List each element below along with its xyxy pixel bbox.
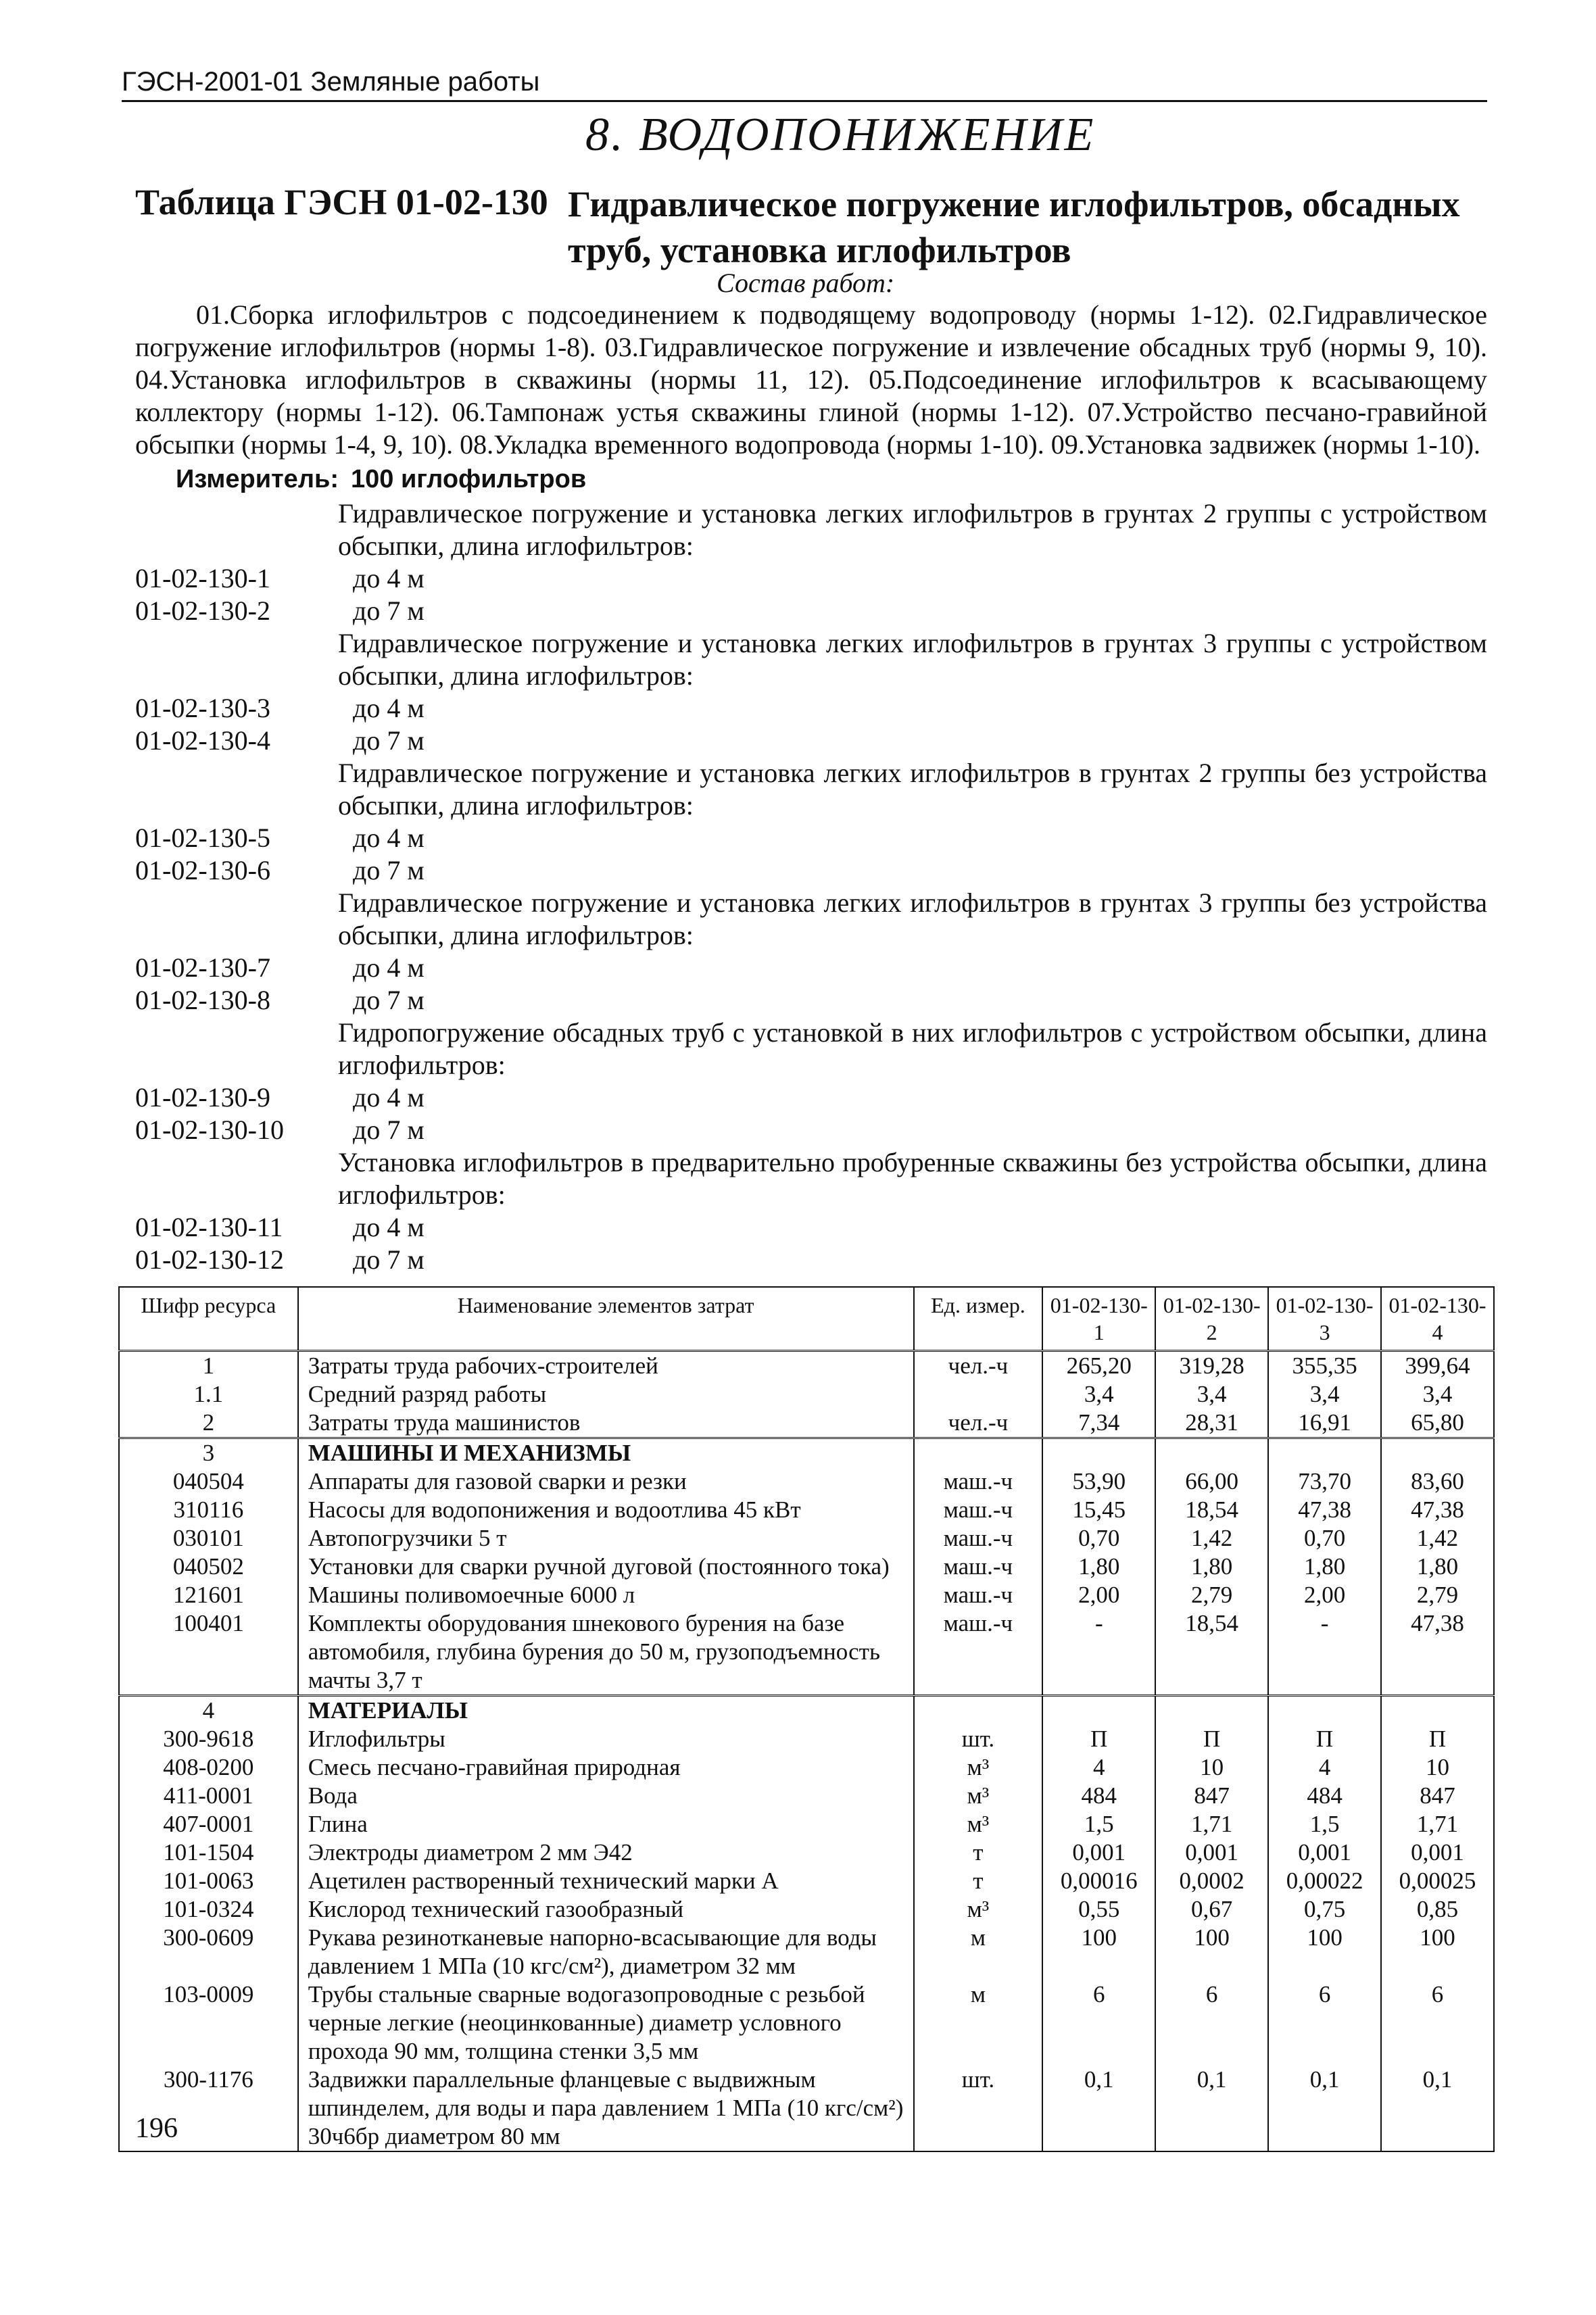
norm-code: 01-02-130-7 — [135, 952, 270, 983]
table-row — [119, 1838, 1494, 1867]
resource-unit: маш.-ч — [914, 1609, 1043, 1696]
table-row — [119, 2066, 1494, 2151]
resource-unit — [914, 1380, 1043, 1409]
resource-value: 7,34 — [1042, 1409, 1155, 1438]
resource-value: 3,4 — [1268, 1380, 1381, 1409]
header-code: Шифр ресурса — [119, 1287, 298, 1351]
work-composition-text: 01.Сборка иглофильтров с подсоединением к подводящему водопроводу (нормы 1-12). 02.Гидравлическое погружение иглофильтров (нормы 1-8). 03.Гидравлическое погружение и извлечение обсадных труб (нормы 9, 10). 04.Установка иглофильтров в скважины (нормы 11, 12). 05.Подсоединение иглофильтров к всасывающему коллектору (нормы 1-12). 06.Тампонаж устья скважины глиной (нормы 1-12). 07.Устройство песчано-гравийной обсыпки (нормы 1-4, 9, 10). 08.Укладка временного водопровода (нормы 1-10). 09.Установка задвижек (нормы 1-10). — [135, 299, 1487, 460]
table-label: Таблица ГЭСН 01-02-130 — [135, 182, 548, 222]
resource-value: 0,1 — [1042, 2066, 1155, 2151]
norm-value: до 4 м — [353, 823, 425, 853]
resource-value: 47,38 — [1268, 1496, 1381, 1524]
resource-value: 100 — [1155, 1924, 1268, 1980]
resource-value: 10 — [1155, 1753, 1268, 1782]
resource-name: Автопогрузчики 5 т — [298, 1524, 914, 1553]
resource-name: Вода — [298, 1782, 914, 1810]
resource-value: - — [1268, 1609, 1381, 1696]
resource-value: 355,35 — [1268, 1351, 1381, 1381]
resource-value: 6 — [1268, 1980, 1381, 2066]
table-row — [119, 1725, 1494, 1753]
norm-code: 01-02-130-9 — [135, 1082, 270, 1113]
resource-value: 0,67 — [1155, 1895, 1268, 1924]
norm-list — [135, 497, 1487, 1276]
resource-value — [1042, 1438, 1155, 1468]
resource-name: Трубы стальные сварные водогазопроводные с резьбой черные легкие (неоцинкованные) диаметр условного прохода 90 мм, толщина стенки 3,5 мм — [298, 1980, 914, 2066]
norm-code: 01-02-130-8 — [135, 985, 270, 1015]
table-row — [119, 1753, 1494, 1782]
norm-row — [135, 1114, 1487, 1146]
resource-value — [1268, 1438, 1381, 1468]
measure — [176, 465, 586, 494]
resource-value: 28,31 — [1155, 1409, 1268, 1438]
resource-name: Глина — [298, 1810, 914, 1838]
norm-row — [135, 595, 1487, 627]
table-header-row — [119, 1287, 1494, 1351]
resource-value: 4 — [1042, 1753, 1155, 1782]
resource-unit: чел.-ч — [914, 1409, 1043, 1438]
resource-value: 2,79 — [1155, 1581, 1268, 1609]
resource-value: 319,28 — [1155, 1351, 1268, 1381]
resource-unit: м³ — [914, 1895, 1043, 1924]
header-name: Наименование элементов затрат — [298, 1287, 914, 1351]
resource-code: 300-0609 — [119, 1924, 298, 1980]
table-row — [119, 1467, 1494, 1496]
norm-group-description: Гидравлическое погружение и установка легких иглофильтров в грунтах 3 группы без устройства обсыпки, длина иглофильтров: — [338, 887, 1487, 950]
resource-value: 0,85 — [1381, 1895, 1494, 1924]
resource-name: Затраты труда машинистов — [298, 1409, 914, 1438]
resource-code: 310116 — [119, 1496, 298, 1524]
resource-value: 83,60 — [1381, 1467, 1494, 1496]
resource-unit: маш.-ч — [914, 1553, 1043, 1581]
resource-value: 6 — [1042, 1980, 1155, 2066]
resource-value: 100 — [1042, 1924, 1155, 1980]
resource-value: 100 — [1381, 1924, 1494, 1980]
resource-name: Задвижки параллельные фланцевые с выдвижным шпинделем, для воды и пара давлением 1 МПа (10 кгс/см²) 30ч6бр диаметром 80 мм — [298, 2066, 914, 2151]
resource-unit: м — [914, 1980, 1043, 2066]
header-norm-3: 01-02-130-3 — [1268, 1287, 1381, 1351]
norm-row — [135, 822, 1487, 854]
resource-value: 66,00 — [1155, 1467, 1268, 1496]
resource-value: 484 — [1042, 1782, 1155, 1810]
resource-code: 2 — [119, 1409, 298, 1438]
norm-value: до 7 м — [353, 1244, 425, 1275]
resource-value: 265,20 — [1042, 1351, 1155, 1381]
norm-value: до 4 м — [353, 693, 425, 723]
resource-value: 0,0002 — [1155, 1867, 1268, 1895]
resource-name: Средний разряд работы — [298, 1380, 914, 1409]
norm-value: до 7 м — [353, 985, 425, 1015]
resource-value: 0,001 — [1381, 1838, 1494, 1867]
resource-unit: маш.-ч — [914, 1467, 1043, 1496]
table-row — [119, 1380, 1494, 1409]
norm-code: 01-02-130-2 — [135, 595, 270, 626]
norm-code: 01-02-130-12 — [135, 1244, 284, 1275]
resource-unit: м — [914, 1924, 1043, 1980]
resource-value: 1,71 — [1381, 1810, 1494, 1838]
norm-group-description: Гидравлическое погружение и установка легких иглофильтров в грунтах 2 группы без устройства обсыпки, длина иглофильтров: — [338, 758, 1487, 821]
header-norm-2: 01-02-130-2 — [1155, 1287, 1268, 1351]
resource-name: Комплекты оборудования шнекового бурения на базе автомобиля, глубина бурения до 50 м, грузоподъемность мачты 3,7 т — [298, 1609, 914, 1696]
resource-code: 411-0001 — [119, 1782, 298, 1810]
resource-value: 0,001 — [1042, 1838, 1155, 1867]
resource-code: 101-0063 — [119, 1867, 298, 1895]
resource-code: 300-9618 — [119, 1725, 298, 1753]
header-norm-4: 01-02-130-4 — [1381, 1287, 1494, 1351]
resource-name: МАТЕРИАЛЫ — [298, 1696, 914, 1726]
resource-value: 1,42 — [1381, 1524, 1494, 1553]
norm-row — [135, 562, 1487, 595]
resource-code: 103-0009 — [119, 1980, 298, 2066]
resource-value: 18,54 — [1155, 1609, 1268, 1696]
resource-value: 0,75 — [1268, 1895, 1381, 1924]
resource-code: 030101 — [119, 1524, 298, 1553]
resource-value: 47,38 — [1381, 1496, 1494, 1524]
resource-value: 1,5 — [1042, 1810, 1155, 1838]
norm-row — [135, 1244, 1487, 1276]
resource-code: 100401 — [119, 1609, 298, 1696]
norm-row — [135, 854, 1487, 887]
resource-value — [1155, 1696, 1268, 1726]
norm-value: до 4 м — [353, 1212, 425, 1242]
table-row — [119, 1895, 1494, 1924]
table-row — [119, 1609, 1494, 1696]
resource-value: 4 — [1268, 1753, 1381, 1782]
resource-value: 65,80 — [1381, 1409, 1494, 1438]
norm-row — [135, 1211, 1487, 1244]
table-row — [119, 1496, 1494, 1524]
resource-value: 2,79 — [1381, 1581, 1494, 1609]
resource-name: МАШИНЫ И МЕХАНИЗМЫ — [298, 1438, 914, 1468]
resource-value: 100 — [1268, 1924, 1381, 1980]
norm-value: до 7 м — [353, 595, 425, 626]
norm-value: до 7 м — [353, 855, 425, 885]
resource-value — [1268, 1696, 1381, 1726]
resource-value: 0,1 — [1155, 2066, 1268, 2151]
resource-value: 18,54 — [1155, 1496, 1268, 1524]
norm-value: до 4 м — [353, 952, 425, 983]
resource-value — [1155, 1438, 1268, 1468]
norm-group-description: Гидравлическое погружение и установка легких иглофильтров в грунтах 2 группы с устройством обсыпки, длина иглофильтров: — [338, 498, 1487, 561]
resource-value: 3,4 — [1155, 1380, 1268, 1409]
norm-value: до 7 м — [353, 725, 425, 756]
table-row — [119, 1553, 1494, 1581]
resource-value: 1,5 — [1268, 1810, 1381, 1838]
resource-unit: маш.-ч — [914, 1524, 1043, 1553]
norm-code: 01-02-130-5 — [135, 823, 270, 853]
resource-value: 0,00025 — [1381, 1867, 1494, 1895]
norm-row — [135, 725, 1487, 757]
resource-value: 1,71 — [1155, 1810, 1268, 1838]
resource-value: 16,91 — [1268, 1409, 1381, 1438]
resource-unit: маш.-ч — [914, 1581, 1043, 1609]
resource-value: 47,38 — [1381, 1609, 1494, 1696]
resource-value: 1,42 — [1155, 1524, 1268, 1553]
resource-value: 3,4 — [1381, 1380, 1494, 1409]
norm-row — [135, 984, 1487, 1017]
resource-code: 040502 — [119, 1553, 298, 1581]
resource-unit: т — [914, 1867, 1043, 1895]
resource-value: 0,1 — [1381, 2066, 1494, 2151]
resource-value: 6 — [1381, 1980, 1494, 2066]
norm-group-description: Гидропогружение обсадных труб с установкой в них иглофильтров с устройством обсыпки, длина иглофильтров: — [338, 1017, 1487, 1080]
resource-unit: м³ — [914, 1782, 1043, 1810]
table-row — [119, 1924, 1494, 1980]
resource-table — [118, 1286, 1495, 2152]
resource-name: Ацетилен растворенный технический марки А — [298, 1867, 914, 1895]
resource-name: Насосы для водопонижения и водоотлива 45 кВт — [298, 1496, 914, 1524]
table-row — [119, 1980, 1494, 2066]
resource-value: 0,001 — [1155, 1838, 1268, 1867]
norm-group — [135, 497, 1487, 627]
resource-value: 3,4 — [1042, 1380, 1155, 1409]
norm-value: до 4 м — [353, 563, 425, 593]
resource-value: 0,00022 — [1268, 1867, 1381, 1895]
resource-value: 847 — [1381, 1782, 1494, 1810]
norm-group — [135, 887, 1487, 1017]
resource-value: - — [1042, 1609, 1155, 1696]
resource-unit: шт. — [914, 1725, 1043, 1753]
resource-name: Машины поливомоечные 6000 л — [298, 1581, 914, 1609]
norm-group-description: Установка иглофильтров в предварительно пробуренные скважины без устройства обсыпки, длина иглофильтров: — [338, 1147, 1487, 1210]
table-row — [119, 1524, 1494, 1553]
resource-value: 15,45 — [1042, 1496, 1155, 1524]
resource-value: 6 — [1155, 1980, 1268, 2066]
resource-code: 300-1176 — [119, 2066, 298, 2151]
resource-value: 0,00016 — [1042, 1867, 1155, 1895]
resource-value: 1,80 — [1381, 1553, 1494, 1581]
header-unit: Ед. измер. — [914, 1287, 1043, 1351]
resource-value — [1042, 1696, 1155, 1726]
norm-group — [135, 1017, 1487, 1146]
resource-code: 121601 — [119, 1581, 298, 1609]
resource-unit — [914, 1696, 1043, 1726]
resource-name: Иглофильтры — [298, 1725, 914, 1753]
resource-table-body — [119, 1351, 1494, 2152]
resource-value: 73,70 — [1268, 1467, 1381, 1496]
resource-value: 1,80 — [1042, 1553, 1155, 1581]
resource-name: Кислород технический газообразный — [298, 1895, 914, 1924]
resource-value: П — [1268, 1725, 1381, 1753]
table-row — [119, 1438, 1494, 1468]
resource-value — [1381, 1438, 1494, 1468]
resource-value: П — [1381, 1725, 1494, 1753]
norm-group — [135, 757, 1487, 887]
norm-code: 01-02-130-11 — [135, 1212, 283, 1242]
table-row — [119, 1867, 1494, 1895]
resource-code: 407-0001 — [119, 1810, 298, 1838]
measure-label: Измеритель: — [176, 465, 339, 493]
resource-value: 847 — [1155, 1782, 1268, 1810]
norm-row — [135, 692, 1487, 725]
resource-value: 1,80 — [1155, 1553, 1268, 1581]
norm-code: 01-02-130-6 — [135, 855, 270, 885]
table-row — [119, 1351, 1494, 1381]
resource-code: 4 — [119, 1696, 298, 1726]
norm-code: 01-02-130-4 — [135, 725, 270, 756]
measure-value: 100 иглофильтров — [350, 465, 587, 493]
running-header: ГЭСН-2001-01 Земляные работы — [122, 65, 1487, 102]
table-row — [119, 1810, 1494, 1838]
resource-value — [1381, 1696, 1494, 1726]
section-title: 8. ВОДОПОНИЖЕНИЕ — [585, 109, 1096, 161]
resource-unit: чел.-ч — [914, 1351, 1043, 1381]
resource-code: 1.1 — [119, 1380, 298, 1409]
resource-code: 1 — [119, 1351, 298, 1381]
norm-group-description: Гидравлическое погружение и установка легких иглофильтров в грунтах 3 группы с устройством обсыпки, длина иглофильтров: — [338, 628, 1487, 691]
resource-value: П — [1042, 1725, 1155, 1753]
table-title: Гидравлическое погружение иглофильтров, обсадных труб, установка иглофильтров — [568, 184, 1460, 270]
resource-value: 399,64 — [1381, 1351, 1494, 1381]
resource-name: Затраты труда рабочих-строителей — [298, 1351, 914, 1381]
resource-unit: шт. — [914, 2066, 1043, 2151]
resource-value: 2,00 — [1042, 1581, 1155, 1609]
resource-value: 0,70 — [1268, 1524, 1381, 1553]
resource-name: Рукава резинотканевые напорно-всасывающие для воды давлением 1 МПа (10 кгс/см²), диаметром 32 мм — [298, 1924, 914, 1980]
norm-code: 01-02-130-1 — [135, 563, 270, 593]
resource-unit: м³ — [914, 1753, 1043, 1782]
resource-unit: маш.-ч — [914, 1496, 1043, 1524]
resource-unit: т — [914, 1838, 1043, 1867]
resource-name: Смесь песчано-гравийная природная — [298, 1753, 914, 1782]
norm-value: до 7 м — [353, 1115, 425, 1145]
resource-unit — [914, 1438, 1043, 1468]
resource-code: 408-0200 — [119, 1753, 298, 1782]
resource-code: 3 — [119, 1438, 298, 1468]
norm-code: 01-02-130-10 — [135, 1115, 284, 1145]
table-row — [119, 1782, 1494, 1810]
resource-value: 2,00 — [1268, 1581, 1381, 1609]
resource-value: 0,70 — [1042, 1524, 1155, 1553]
norm-row — [135, 952, 1487, 984]
table-row — [119, 1696, 1494, 1726]
resource-unit: м³ — [914, 1810, 1043, 1838]
resource-name: Аппараты для газовой сварки и резки — [298, 1467, 914, 1496]
norm-group — [135, 1146, 1487, 1276]
page-number: 196 — [135, 2113, 178, 2144]
work-composition-label: Состав работ: — [717, 268, 895, 298]
resource-value: 484 — [1268, 1782, 1381, 1810]
norm-code: 01-02-130-3 — [135, 693, 270, 723]
norm-row — [135, 1081, 1487, 1114]
resource-value: 53,90 — [1042, 1467, 1155, 1496]
resource-value: 10 — [1381, 1753, 1494, 1782]
norm-value: до 4 м — [353, 1082, 425, 1113]
resource-value: 0,55 — [1042, 1895, 1155, 1924]
table-row — [119, 1409, 1494, 1438]
resource-code: 101-1504 — [119, 1838, 298, 1867]
resource-name: Установки для сварки ручной дуговой (постоянного тока) — [298, 1553, 914, 1581]
resource-value: 1,80 — [1268, 1553, 1381, 1581]
resource-code: 101-0324 — [119, 1895, 298, 1924]
norm-group — [135, 627, 1487, 757]
header-norm-1: 01-02-130-1 — [1042, 1287, 1155, 1351]
resource-value: П — [1155, 1725, 1268, 1753]
table-row — [119, 1581, 1494, 1609]
resource-name: Электроды диаметром 2 мм Э42 — [298, 1838, 914, 1867]
resource-code: 040504 — [119, 1467, 298, 1496]
resource-value: 0,1 — [1268, 2066, 1381, 2151]
resource-value: 0,001 — [1268, 1838, 1381, 1867]
